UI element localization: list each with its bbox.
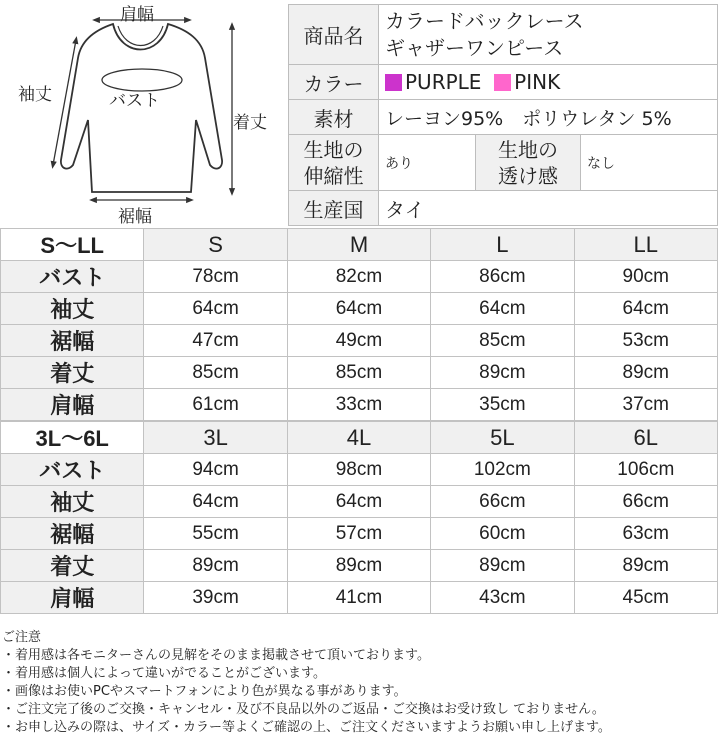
notes-section: [2, 629, 611, 737]
size-cell: 89cm: [144, 550, 287, 582]
row-label: 着丈: [1, 357, 144, 389]
table-row: [1, 357, 718, 389]
size-cell: 89cm: [574, 550, 717, 582]
size-cell: 82cm: [287, 261, 430, 293]
row-label: 肩幅: [1, 389, 144, 421]
material-value: レーヨン95% ポリウレタン 5%: [379, 100, 718, 135]
size-range-label: 3L～6L: [1, 422, 144, 454]
origin-value: タイ: [379, 191, 718, 226]
row-label: 着丈: [1, 550, 144, 582]
size-cell: 86cm: [431, 261, 574, 293]
material-row: [289, 100, 718, 135]
bust-label: バスト: [109, 91, 160, 111]
size-cell: 64cm: [144, 486, 287, 518]
size-cell: 64cm: [431, 293, 574, 325]
size-cell: 90cm: [574, 261, 717, 293]
size-cell: 60cm: [431, 518, 574, 550]
note-item: ・着用感は各モニターさんの見解をそのまま掲載させて頂いております。: [2, 648, 430, 663]
size-cell: 43cm: [431, 582, 574, 614]
row-label: 肩幅: [1, 582, 144, 614]
size-cell: 35cm: [431, 389, 574, 421]
stretch-label-line-1: 生地の: [303, 137, 364, 162]
table-row: [1, 261, 718, 293]
size-cell: 64cm: [287, 293, 430, 325]
size-header: 3L: [144, 422, 287, 454]
hem-width-label: 裾幅: [118, 207, 152, 227]
product-name-line-2: ギャザーワンピース: [385, 35, 564, 60]
size-cell: 89cm: [431, 550, 574, 582]
size-cell: 66cm: [431, 486, 574, 518]
size-cell: 64cm: [574, 293, 717, 325]
sheer-label-line-2: 透け感: [498, 163, 558, 188]
size-cell: 98cm: [287, 454, 430, 486]
size-cell: 106cm: [574, 454, 717, 486]
size-cell: 49cm: [287, 325, 430, 357]
size-cell: 61cm: [144, 389, 287, 421]
size-cell: 64cm: [144, 293, 287, 325]
shoulder-width-label: 肩幅: [120, 5, 154, 25]
note-item: ・着用感は個人によって違いがでることがございます。: [2, 666, 326, 681]
table-row: [1, 454, 718, 486]
table-row: [1, 293, 718, 325]
table-row: [1, 486, 718, 518]
product-name-line-1: カラードバックレース: [385, 8, 584, 33]
size-cell: 63cm: [574, 518, 717, 550]
stretch-value: あり: [379, 135, 476, 191]
row-label: 袖丈: [1, 486, 144, 518]
size-cell: 64cm: [287, 486, 430, 518]
size-cell: 85cm: [287, 357, 430, 389]
table-row: [1, 518, 718, 550]
size-header: S: [144, 229, 287, 261]
row-label: バスト: [1, 454, 144, 486]
size-cell: 41cm: [287, 582, 430, 614]
size-cell: 94cm: [144, 454, 287, 486]
garment-diagram: [0, 0, 285, 225]
product-name-row: [289, 5, 718, 65]
sleeve-length-label: 袖丈: [18, 85, 52, 105]
size-cell: 37cm: [574, 389, 717, 421]
size-header: L: [431, 229, 574, 261]
notes-title: ご注意: [2, 630, 42, 645]
origin-label: 生産国: [289, 191, 379, 226]
size-cell: 78cm: [144, 261, 287, 293]
size-table-3l-6l: [0, 421, 718, 614]
size-header: 5L: [431, 422, 574, 454]
color-name-purple: PURPLE: [405, 70, 482, 94]
color-name-pink: PINK: [514, 70, 561, 94]
row-label: バスト: [1, 261, 144, 293]
origin-row: [289, 191, 718, 226]
color-row: [289, 65, 718, 100]
product-name-label: 商品名: [289, 5, 379, 65]
size-header: 6L: [574, 422, 717, 454]
size-cell: 89cm: [431, 357, 574, 389]
size-cell: 53cm: [574, 325, 717, 357]
size-cell: 57cm: [287, 518, 430, 550]
size-cell: 89cm: [287, 550, 430, 582]
note-item: ・お申し込みの際は、サイズ・カラー等よくご確認の上、ご注文くださいますようお願い申し上げます。: [2, 720, 611, 735]
color-label: カラー: [289, 65, 379, 100]
purple-swatch-icon: [385, 74, 402, 91]
row-label: 裾幅: [1, 518, 144, 550]
size-cell: 45cm: [574, 582, 717, 614]
size-header-row: [1, 229, 718, 261]
row-label: 袖丈: [1, 293, 144, 325]
note-item: ・ご注文完了後のご交換・キャンセル・及び不良品以外のご返品・ご交換はお受け致し ておりません。: [2, 702, 605, 717]
note-item: ・画像はお使いPCやスマートフォンにより色が異なる事があります。: [2, 684, 407, 699]
size-cell: 55cm: [144, 518, 287, 550]
size-header: 4L: [287, 422, 430, 454]
stretch-label: [289, 135, 379, 191]
table-row: [1, 550, 718, 582]
product-name-value: [379, 5, 718, 65]
table-row: [1, 389, 718, 421]
pink-swatch-icon: [494, 74, 511, 91]
fabric-row: [289, 135, 718, 191]
total-length-label: 着丈: [233, 113, 267, 133]
size-table-s-ll: [0, 228, 718, 421]
sheer-value: なし: [581, 135, 718, 191]
size-cell: 85cm: [431, 325, 574, 357]
product-info-table: [288, 4, 718, 226]
stretch-label-line-2: 伸縮性: [303, 163, 364, 188]
size-cell: 66cm: [574, 486, 717, 518]
size-cell: 102cm: [431, 454, 574, 486]
size-cell: 89cm: [574, 357, 717, 389]
sheer-label-line-1: 生地の: [498, 137, 558, 162]
size-range-label: S～LL: [1, 229, 144, 261]
color-value: [379, 65, 718, 100]
size-header: M: [287, 229, 430, 261]
size-header: LL: [574, 229, 717, 261]
size-header-row: [1, 422, 718, 454]
size-cell: 47cm: [144, 325, 287, 357]
material-label: 素材: [289, 100, 379, 135]
sheer-label: [476, 135, 581, 191]
row-label: 裾幅: [1, 325, 144, 357]
size-cell: 39cm: [144, 582, 287, 614]
size-cell: 85cm: [144, 357, 287, 389]
table-row: [1, 325, 718, 357]
size-cell: 33cm: [287, 389, 430, 421]
table-row: [1, 582, 718, 614]
